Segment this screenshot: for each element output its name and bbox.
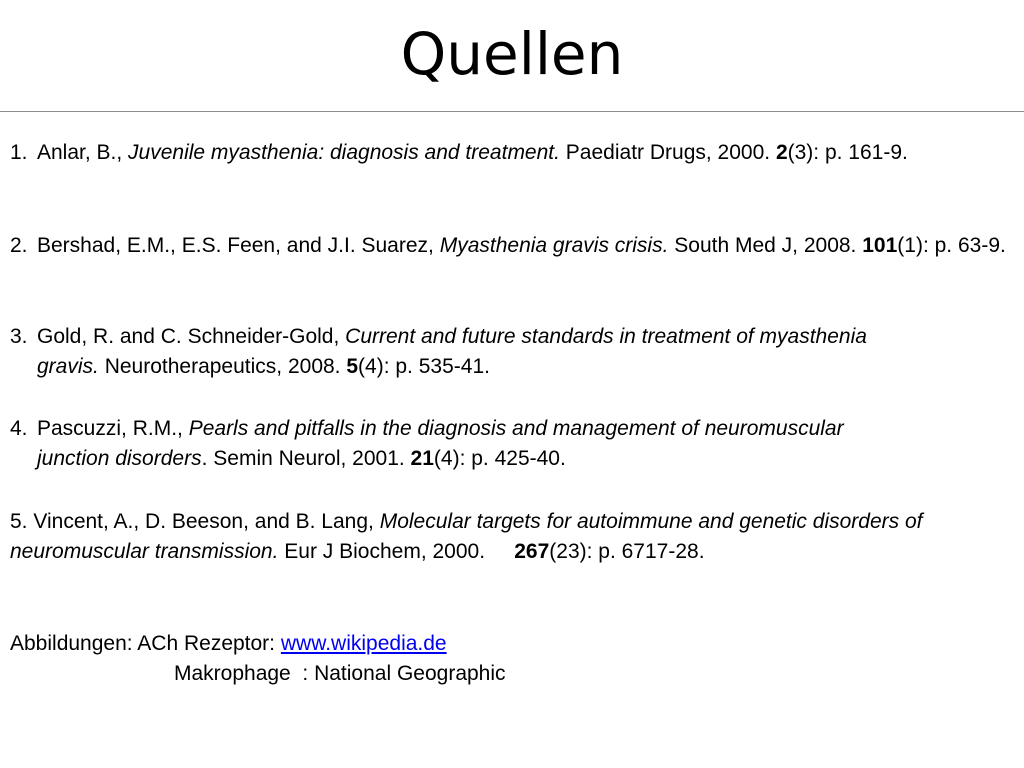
reference-title: Pearls and pitfalls in the diagnosis and management of neuromuscular junction disorders xyxy=(37,417,844,470)
reference-volume: 101 xyxy=(862,234,898,257)
page-title: Quellen xyxy=(400,20,624,88)
reference-number: 2. xyxy=(10,234,28,257)
reference-title: Current and future standards in treatment of myasthenia gravis. xyxy=(37,325,867,378)
reference-3 xyxy=(10,322,1010,382)
reference-authors: Gold, R. and C. Schneider-Gold, xyxy=(37,325,346,348)
reference-number: 3. xyxy=(10,325,28,348)
reference-pages: (1): p. 63-9. xyxy=(897,234,1006,257)
reference-title: Myasthenia gravis crisis. xyxy=(439,234,669,257)
figures-label: Abbildungen: ACh Rezeptor: xyxy=(10,632,281,655)
title-divider xyxy=(0,111,1024,112)
reference-authors: Anlar, B., xyxy=(37,141,129,164)
reference-2 xyxy=(10,231,1010,261)
reference-pages: (23): p. 6717-28. xyxy=(549,540,705,563)
reference-volume: 5 xyxy=(346,355,359,378)
reference-journal: Paediatr Drugs, 2000. xyxy=(559,141,776,164)
reference-title: Juvenile myasthenia: diagnosis and treatment. xyxy=(128,141,560,164)
reference-number: 5. xyxy=(10,510,28,533)
reference-1 xyxy=(10,138,1010,168)
reference-pages: (4): p. 425-40. xyxy=(433,447,566,470)
reference-number: 4. xyxy=(10,417,28,440)
reference-authors: Bershad, E.M., E.S. Feen, and J.I. Suarez, xyxy=(37,234,440,257)
figures-credit-line-2: Makrophage : National Geographic xyxy=(174,662,506,685)
reference-journal: Neurotherapeutics, 2008. xyxy=(98,355,347,378)
reference-pages: (3): p. 161-9. xyxy=(787,141,908,164)
reference-4 xyxy=(10,414,1010,474)
reference-volume: 267 xyxy=(514,540,550,563)
reference-journal: . Semin Neurol, 2001. xyxy=(201,447,411,470)
reference-number: 1. xyxy=(10,141,28,164)
figures-credit-line-1 xyxy=(10,629,447,659)
reference-5 xyxy=(10,507,1010,567)
reference-journal: South Med J, 2008. xyxy=(668,234,863,257)
reference-pages: (4): p. 535-41. xyxy=(358,355,490,378)
reference-journal: Eur J Biochem, 2000. xyxy=(278,540,515,563)
reference-volume: 2 xyxy=(775,141,788,164)
wikipedia-link[interactable]: www.wikipedia.de xyxy=(280,632,447,655)
reference-volume: 21 xyxy=(410,447,434,470)
reference-authors: Pascuzzi, R.M., xyxy=(37,417,189,440)
reference-authors: Vincent, A., D. Beeson, and B. Lang, xyxy=(27,510,380,533)
reference-title: Molecular targets for autoimmune and genetic disorders of neuromuscular transmission. xyxy=(10,510,923,563)
